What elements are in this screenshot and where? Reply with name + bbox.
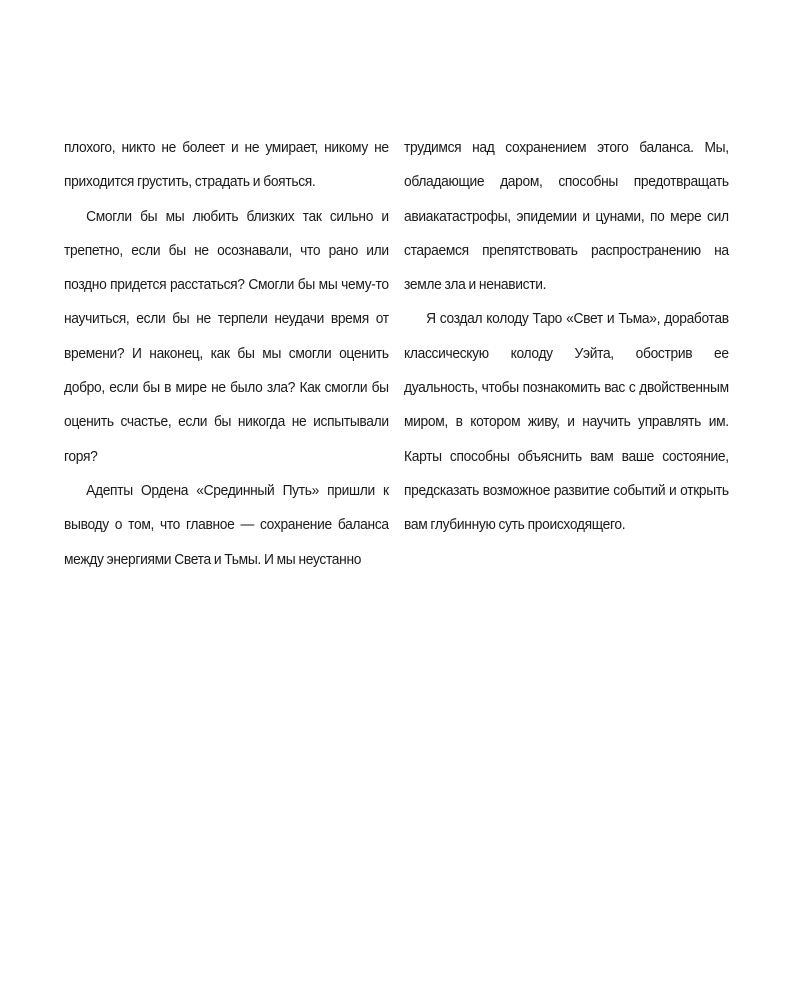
paragraph: Я создал колоду Таро «Свет и Тьма», доработав классическую колоду Уэйта, обострив ее дуальность, чтобы познакомить вас с двойственным миром, в котором живу, и научить управлять им. Карты способны объяснить вам ваше состояние, предсказать возможное развитие событий и открыть вам глубинную суть происходящего. [404, 310, 729, 534]
paragraph: Адепты Ордена «Срединный Путь» пришли к выводу о том, что главное — сохранение баланса между энергиями Света и Тьмы. И мы неустанно [64, 481, 389, 568]
paragraph-continuation: плохого, никто не болеет и не умирает, никому не приходится грустить, страдать и бояться. [64, 139, 389, 191]
left-text-column [64, 131, 389, 577]
paragraph: Смогли бы мы любить близких так сильно и трепетно, если бы не осознавали, что рано или поздно придется расстаться? Смогли бы мы чему-то научиться, если бы не терпели неудачи время от времени? И наконец, как бы мы смогли оценить добро, если бы в мире не было зла? Как смогли бы оценить счастье, если бы никогда не испытывали горя? [64, 207, 389, 465]
paragraph-continuation: трудимся над сохранением этого баланса. Мы, обладающие даром, способны предотвращать авиакатастрофы, эпидемии и цунами, по мере сил стараемся препятствовать распространению на земле зла и ненависти. [404, 139, 729, 294]
right-text-column [404, 131, 729, 543]
